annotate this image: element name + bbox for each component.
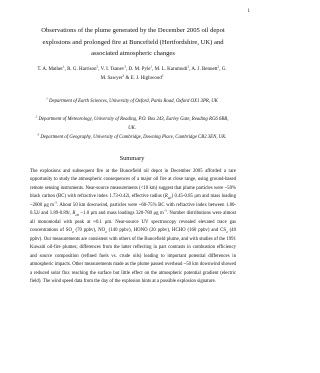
summary-heading: Summary bbox=[119, 155, 145, 162]
page-number: 1 bbox=[247, 9, 250, 14]
summary-subscript: eff bbox=[167, 196, 172, 201]
author-affiliation-marker: 2 bbox=[187, 64, 190, 69]
affiliation-text: Department of Earth Sciences, University of Oxford, Parks Road, Oxford OX1 3PR, UK bbox=[49, 99, 218, 104]
author-affiliation-marker: 3 bbox=[124, 64, 127, 69]
summary-subscript: eff bbox=[75, 213, 79, 218]
affiliation-marker: 1 bbox=[46, 96, 48, 101]
summary-text: ~1.0 μm and mass loadings 320-780 μg m bbox=[78, 211, 164, 217]
summary-text: i bbox=[127, 194, 130, 200]
author-affiliation-marker: 2 bbox=[96, 64, 99, 69]
author-name: A. J. Bennett bbox=[191, 67, 218, 72]
author-name: E. J. Highwood bbox=[130, 76, 162, 82]
affiliation-marker: 2 bbox=[35, 114, 38, 119]
author-name: V. I. Tsanev bbox=[100, 67, 125, 72]
author-affiliation-marker: 2 bbox=[161, 73, 164, 78]
summary-text: R bbox=[72, 211, 76, 217]
summary-subscript: 2 bbox=[226, 230, 228, 235]
affiliation-marker: 3 bbox=[37, 132, 40, 137]
author-name: T. A. Mather bbox=[37, 67, 63, 72]
summary-text: (70 ppbv), NO bbox=[73, 228, 106, 234]
summary-text: i bbox=[68, 211, 70, 217]
summary-text: The explosions and subsequent fire at the Buncefield oil depot in December 2005 afforded a rare opportunity to study the atmospheric consequences of a major oil fire at close range, using ground-based remote sensing instruments. Near-source measurements (<10 km) suggest that plume particles were ~50% black carbon (BC) with refractive index 1.73-0.42 bbox=[30, 169, 236, 200]
summary-text: . Number distributions were almost all monomodal with peak at ≈0.1 μm. Near-source UV spectroscopy revealed elevated trace gas concentrations of SO bbox=[30, 211, 236, 234]
paper-title: Observations of the plume generated by the December 2005 oil depot explosions and prolonged fire at Buncefield (Hertfordshire, UK) and associated atmospheric changes bbox=[41, 27, 225, 58]
affiliation-3 bbox=[34, 134, 230, 143]
summary-text: , bbox=[69, 211, 73, 217]
summary-text: (140 ppbv), HONO (20 ppbv), HCHO (160 ppbv) and CS bbox=[106, 228, 226, 234]
summary-paragraph bbox=[30, 168, 236, 287]
summary-subscript: 2 bbox=[71, 230, 74, 235]
author-affiliation-marker: 3 bbox=[122, 73, 125, 78]
affiliation-text: Department of Meteorology, University of Reading, P.O. Box 243, Earley Gate, Reading RG6 6BB, UK. bbox=[38, 117, 229, 131]
summary-text: (40 ppbv). Our measurements are consistent with others of the Buncefield plume, and with studies of the 1991 Kuwaiti oil-fire plumes; differences from the latter reflecting in part contrasts in combustion efficiency and source composition (refined fuels vs. crude oils) leading to important potential differences in atmospheric impacts. Other measurements made as the plume passed overhead ~50 km downwind showed a reduced solar flux reaching the surface but little effect on the atmospheric potential gradient (electric field). The wind speed data from the day of the explosion hints at a possible explosion signature. bbox=[30, 228, 236, 285]
summary-text: R bbox=[164, 194, 168, 200]
summary-text: i bbox=[38, 211, 40, 217]
summary-superscript: -3 bbox=[54, 200, 57, 205]
summary-text: and 1.89-0.89 bbox=[39, 211, 69, 217]
author-affiliation-marker: 2 bbox=[217, 64, 220, 69]
affiliation-1 bbox=[34, 98, 230, 107]
author-affiliation-marker: 1 bbox=[150, 64, 153, 69]
summary-text: . About 50 km downwind, particles were ~60-75% BC with refractive index between 1.80-0.52 bbox=[30, 202, 236, 217]
summary-text: ) 0.45-0.85 μm and mass loading ~2000 μg m bbox=[30, 194, 236, 208]
author-affiliation-marker: 1 bbox=[62, 64, 65, 69]
author-name: R. G. Harrison bbox=[67, 67, 97, 72]
author-name: G. M. Sawyer bbox=[100, 67, 227, 82]
summary-subscript: 2 bbox=[105, 230, 107, 235]
summary-superscript: -3 bbox=[163, 208, 167, 213]
author-list: T. A. Mather$^1$, R. G. Harrison$^2$, V. I. Tsanev$^3$, D. M. Pyle$^1$, M. L. Karumudi$^2$, A. J. Bennett$^2$, G. M. Sawyer$^3$ & E. J. Highwood$^2$ bbox=[37, 64, 227, 82]
author-name: M. L. Karumudi bbox=[154, 67, 188, 72]
affiliation-2 bbox=[34, 116, 230, 133]
author-name: D. M. Pyle bbox=[128, 67, 151, 72]
affiliation-text: Department of Geography, University of Cambridge, Downing Place, Cambridge CB2 3EN, UK. bbox=[40, 135, 227, 140]
summary-text: , effective radius ( bbox=[129, 194, 165, 200]
